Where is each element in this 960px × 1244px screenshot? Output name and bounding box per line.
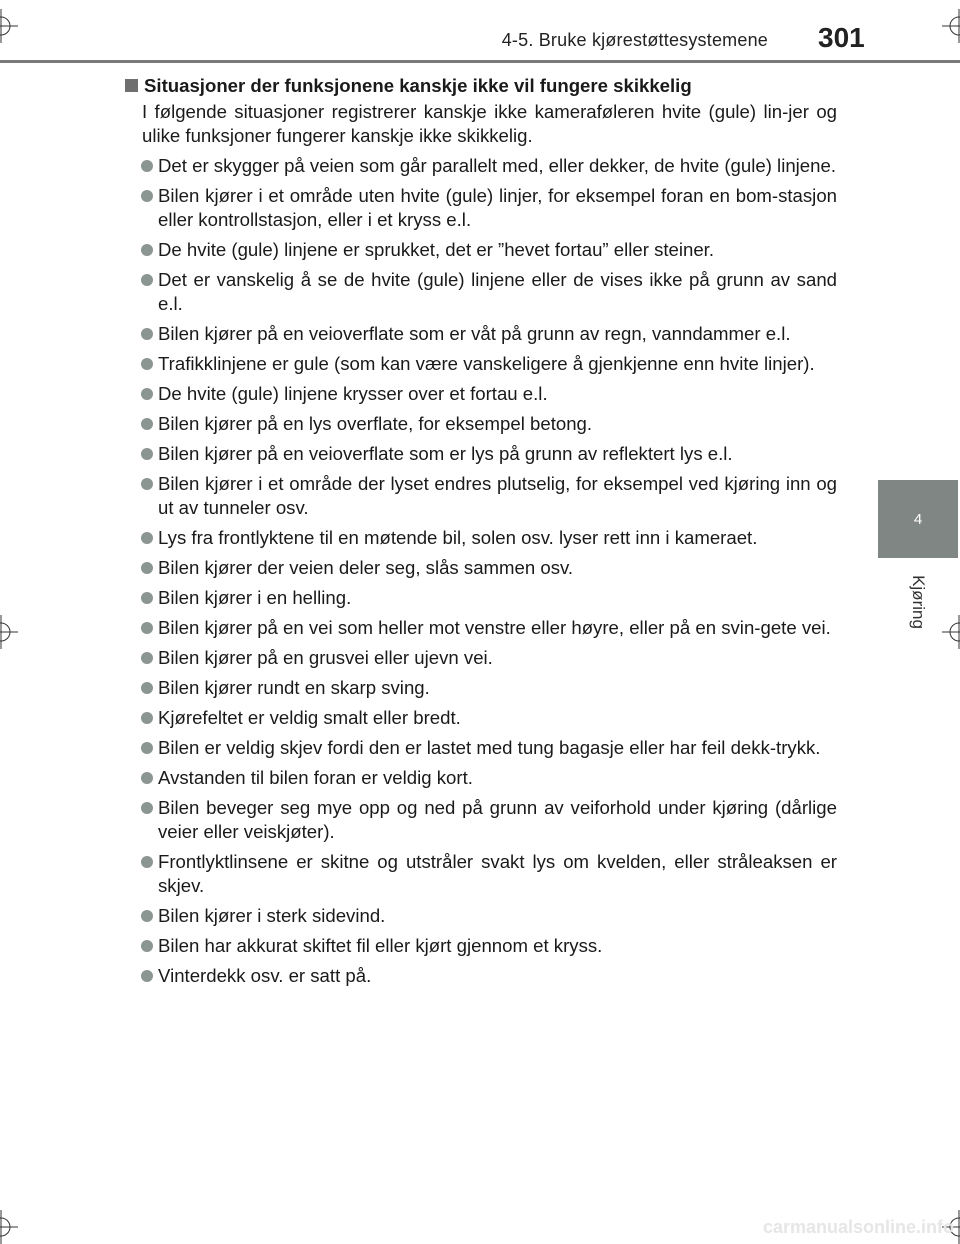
list-item-text: Bilen kjører i et område uten hvite (gule) linjer, for eksempel foran en bom-stasjon eller kontrollstasjon, eller i et kryss e.l. bbox=[158, 185, 837, 230]
list-item-text: Frontlyktlinsene er skitne og utstråler svakt lys om kvelden, eller stråleaksen er skjev. bbox=[158, 851, 837, 896]
bullet-icon bbox=[141, 160, 153, 172]
list-item bbox=[125, 412, 837, 436]
bullet-icon bbox=[141, 478, 153, 490]
bullet-icon bbox=[141, 244, 153, 256]
chapter-label bbox=[878, 570, 958, 634]
list-item-text: De hvite (gule) linjene krysser over et fortau e.l. bbox=[158, 383, 548, 404]
list-item-text: Bilen kjører i et område der lyset endres plutselig, for eksempel ved kjøring inn og ut av tunneler osv. bbox=[158, 473, 837, 518]
bullet-icon bbox=[141, 940, 153, 952]
bullet-icon bbox=[141, 682, 153, 694]
list-item bbox=[125, 352, 837, 376]
list-item bbox=[125, 442, 837, 466]
list-item-text: Vinterdekk osv. er satt på. bbox=[158, 965, 372, 986]
list-item bbox=[125, 850, 837, 898]
section-heading bbox=[125, 74, 837, 98]
list-item-text: Bilen kjører på en lys overflate, for eksempel betong. bbox=[158, 413, 593, 434]
list-item-text: Avstanden til bilen foran er veldig kort. bbox=[158, 767, 473, 788]
list-item-text: Det er vanskelig å se de hvite (gule) linjene eller de vises ikke på grunn av sand e.l. bbox=[158, 269, 837, 314]
section-title: 4-5. Bruke kjørestøttesystemene bbox=[501, 30, 768, 50]
watermark: carmanualsonline.info bbox=[762, 1217, 954, 1237]
list-item bbox=[125, 646, 837, 670]
bullet-icon bbox=[141, 448, 153, 460]
list-item-text: Bilen kjører på en vei som heller mot venstre eller høyre, eller på en svin-gete vei. bbox=[158, 617, 831, 638]
bullet-icon bbox=[141, 418, 153, 430]
list-item-text: Trafikklinjene er gule (som kan være vanskeligere å gjenkjenne enn hvite linjer). bbox=[158, 353, 815, 374]
list-item bbox=[125, 238, 837, 262]
list-item-text: Bilen kjører på en veioverflate som er lys på grunn av reflektert lys e.l. bbox=[158, 443, 733, 464]
bullet-icon bbox=[141, 970, 153, 982]
chapter-tab[interactable] bbox=[878, 480, 958, 558]
list-item-text: Bilen kjører på en veioverflate som er våt på grunn av regn, vanndammer e.l. bbox=[158, 323, 791, 344]
list-item bbox=[125, 556, 837, 580]
list-item-text: De hvite (gule) linjene er sprukket, det er ”hevet fortau” eller steiner. bbox=[158, 239, 715, 260]
page-number: 301 bbox=[818, 22, 865, 53]
bullet-icon bbox=[141, 358, 153, 370]
bullet-icon bbox=[141, 742, 153, 754]
bullet-icon bbox=[141, 802, 153, 814]
bullet-icon bbox=[141, 562, 153, 574]
list-item-text: Det er skygger på veien som går parallelt med, eller dekker, de hvite (gule) linjene. bbox=[158, 155, 836, 176]
list-item-text: Bilen kjører der veien deler seg, slås sammen osv. bbox=[158, 557, 574, 578]
list-item bbox=[125, 184, 837, 232]
list-item-text: Bilen kjører i en helling. bbox=[158, 587, 352, 608]
list-item bbox=[125, 322, 837, 346]
list-item bbox=[125, 526, 837, 550]
list-item-text: Bilen kjører på en grusvei eller ujevn vei. bbox=[158, 647, 493, 668]
list-item-text: Bilen beveger seg mye opp og ned på grunn av veiforhold under kjøring (dårlige veier eller veiskjøter). bbox=[158, 797, 837, 842]
bullet-icon bbox=[141, 274, 153, 286]
list-item bbox=[125, 382, 837, 406]
list-item-text: Bilen kjører i sterk sidevind. bbox=[158, 905, 386, 926]
list-item bbox=[125, 964, 837, 988]
bullet-icon bbox=[141, 652, 153, 664]
bullet-icon bbox=[141, 910, 153, 922]
list-item bbox=[125, 796, 837, 844]
bullet-icon bbox=[141, 856, 153, 868]
chapter-label-text: Kjøring bbox=[908, 575, 928, 629]
bullet-icon bbox=[141, 328, 153, 340]
bullet-icon bbox=[141, 532, 153, 544]
registration-mark-icon bbox=[942, 9, 960, 43]
list-item bbox=[125, 616, 837, 640]
bullet-icon bbox=[141, 388, 153, 400]
registration-mark-icon bbox=[0, 9, 18, 43]
list-item bbox=[125, 934, 837, 958]
bullet-icon bbox=[141, 190, 153, 202]
bullet-icon bbox=[141, 712, 153, 724]
list-item bbox=[125, 904, 837, 928]
list-item bbox=[125, 706, 837, 730]
list-item-text: Lys fra frontlyktene til en møtende bil, solen osv. lyser rett inn i kameraet. bbox=[158, 527, 758, 548]
list-item bbox=[125, 586, 837, 610]
chapter-number: 4 bbox=[913, 510, 923, 528]
bullet-icon bbox=[141, 772, 153, 784]
registration-mark-icon bbox=[0, 615, 18, 649]
list-item bbox=[125, 766, 837, 790]
list-item bbox=[125, 676, 837, 700]
list-item bbox=[125, 472, 837, 520]
list-item bbox=[125, 736, 837, 760]
header-divider bbox=[0, 60, 960, 63]
list-item bbox=[125, 268, 837, 316]
registration-mark-icon bbox=[0, 1210, 18, 1244]
bullet-icon bbox=[141, 622, 153, 634]
list-item-text: Kjørefeltet er veldig smalt eller bredt. bbox=[158, 707, 461, 728]
list-item bbox=[125, 154, 837, 178]
section-heading-text: Situasjoner der funksjonene kanskje ikke vil fungere skikkelig bbox=[144, 75, 692, 96]
list-item-text: Bilen har akkurat skiftet fil eller kjørt gjennom et kryss. bbox=[158, 935, 603, 956]
intro-paragraph: I følgende situasjoner registrerer kanskje ikke kameraføleren hvite (gule) lin-jer og ulike funksjoner fungerer kanskje ikke skikkelig. bbox=[142, 101, 837, 146]
list-item-text: Bilen kjører rundt en skarp sving. bbox=[158, 677, 430, 698]
bullet-icon bbox=[141, 592, 153, 604]
main-content bbox=[125, 74, 837, 994]
list-item-text: Bilen er veldig skjev fordi den er lastet med tung bagasje eller har feil dekk-trykk. bbox=[158, 737, 821, 758]
heading-square-icon bbox=[125, 79, 138, 92]
